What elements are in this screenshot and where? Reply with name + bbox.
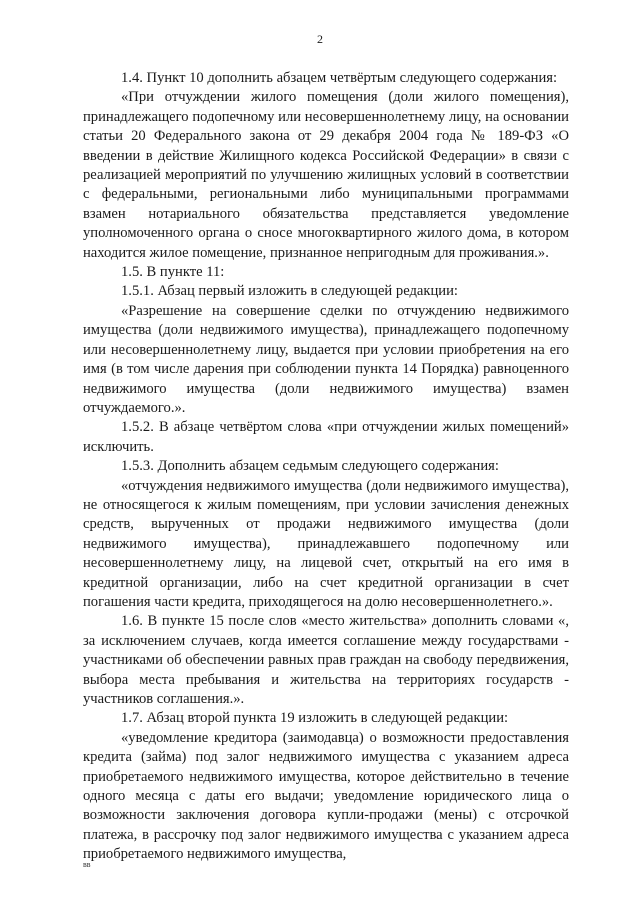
paragraph-1-5: 1.5. В пункте 11: xyxy=(121,264,225,281)
quoted-text-1-5-1: «Разрешение на совершение сделки по отчуждению недвижимого имущества (доли недвижимого имущества), принадлежащего подопечному или несовершеннолетнему лицу, выдается при условии приобретения на его имя (в том числе дарения при соблюдении пункта 14 Порядка) равноценного недвижимого имущества (доли недвижимого имущества) взамен отчуждаемого.». xyxy=(83,302,569,416)
paragraph-1-4: 1.4. Пункт 10 дополнить абзацем четвёртым следующего содержания: xyxy=(121,70,558,86)
page-number: 2 xyxy=(317,32,323,46)
footer-mark: вв xyxy=(83,860,91,869)
document-body xyxy=(83,69,569,865)
paragraph-1-6: 1.6. В пункте 15 после слов «место жительства» дополнить словами «, за исключением случаев, когда имеется соглашение между государствами - участниками об обеспечении равных прав граждан на свободу передвижения, выбора места пребывания и жительства на территориях государств - участников соглашения.». xyxy=(83,613,569,707)
paragraph-1-7: 1.7. Абзац второй пункта 19 изложить в следующей редакции: xyxy=(121,710,509,727)
quoted-text-1-4: «При отчуждении жилого помещения (доли жилого помещения), принадлежащего подопечному или несовершеннолетнему лицу, на основании статьи 20 Федерального закона от 29 декабря 2004 года № 189-ФЗ «О введении в действие Жилищного кодекса Российской Федерации» в связи с реализацией мероприятий по улучшению жилищных условий в соответствии с федеральными, региональными либо муниципальными программами взамен нотариального обязательства представляется уведомление уполномоченного органа о сносе многоквартирного жилого дома, в котором находится жилое помещение, признанное непригодным для проживания.». xyxy=(83,89,569,261)
quoted-text-1-5-3: «отчуждения недвижимого имущества (доли недвижимого имущества), не относящегося к жилым помещениям, при условии зачисления денежных средств, вырученных от продажи недвижимого имущества (доли недвижимого имущества), принадлежавшего подопечному или несовершеннолетнему лицу, на лицевой счет, открытый на его имя в кредитной организации, либо на счет кредитной организации в счет погашения части кредита, приходящегося на долю несовершеннолетнего.». xyxy=(83,477,569,610)
quoted-text-1-7: «уведомление кредитора (заимодавца) о возможности предоставления кредита (займа) под залог недвижимого имущества с указанием адреса приобретаемого недвижимого имущества, которое действительно в течение одного месяца с даты его выдачи; уведомление юридического лица о возможности заключения договора купли-продажи (мены) с отсрочкой платежа, в рассрочку под залог недвижимого имущества с указанием адреса приобретаемого недвижимого имущества, xyxy=(83,729,569,863)
paragraph-1-5-2: 1.5.2. В абзаце четвёртом слова «при отчуждении жилых помещений» исключить. xyxy=(83,419,569,455)
paragraph-1-5-1: 1.5.1. Абзац первый изложить в следующей редакции: xyxy=(121,283,458,300)
paragraph-1-5-3: 1.5.3. Дополнить абзацем седьмым следующего содержания: xyxy=(121,458,499,475)
